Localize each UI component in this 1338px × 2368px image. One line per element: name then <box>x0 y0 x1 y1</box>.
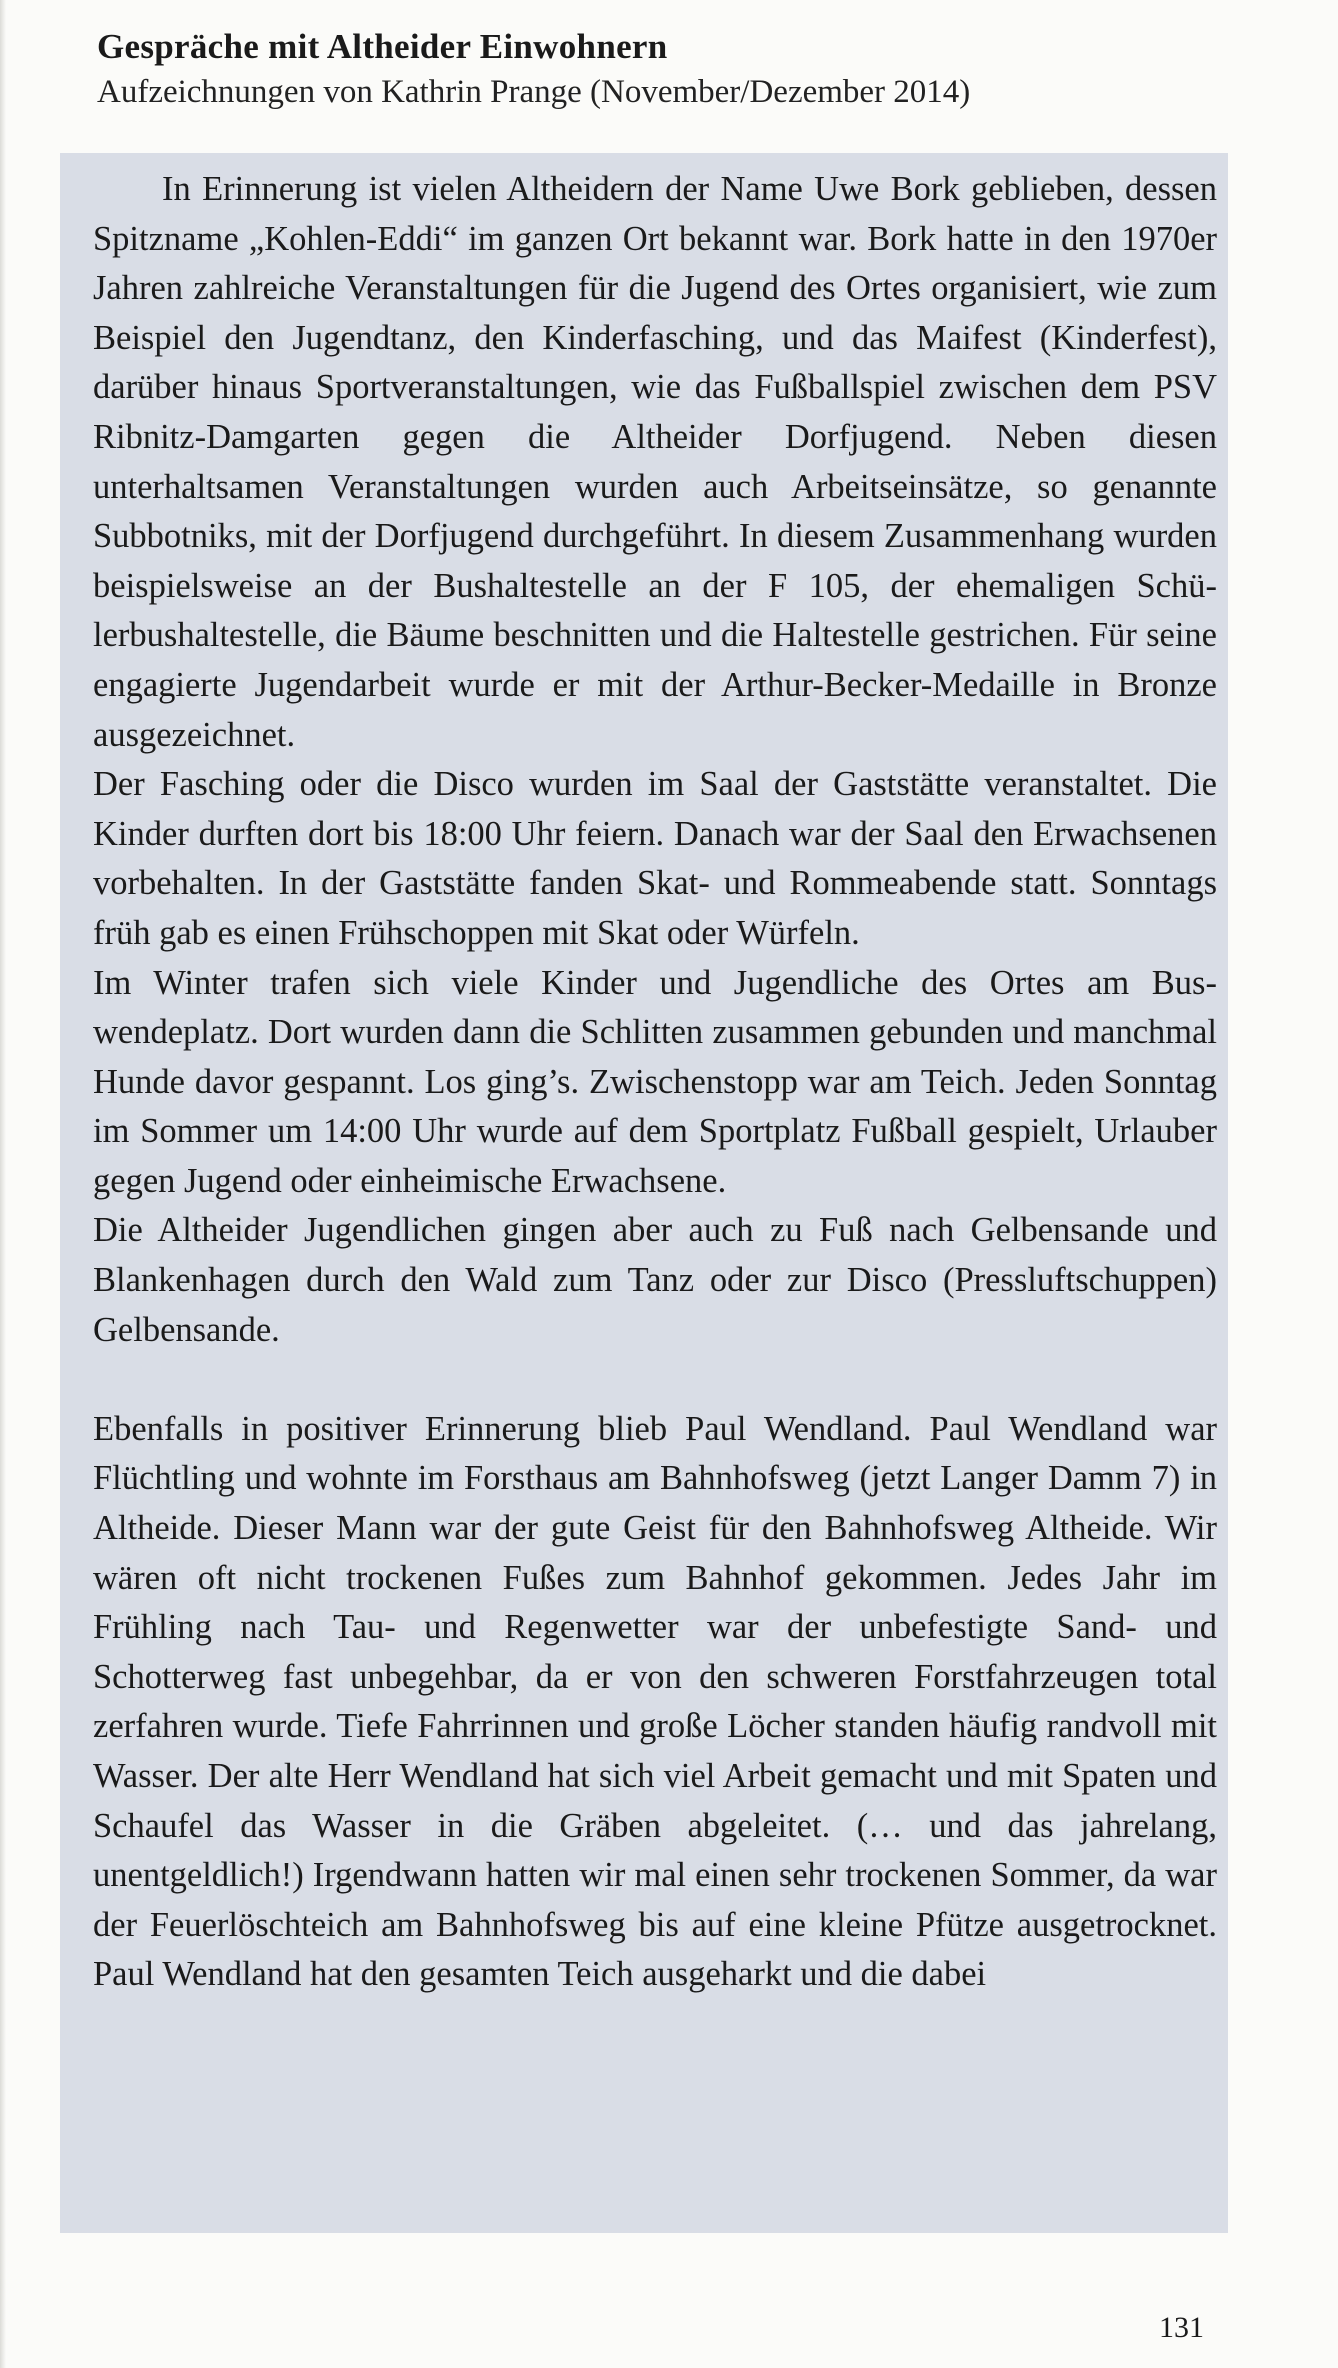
paragraph: Der Fasching oder die Disco wurden im Saal der Gaststätte veranstaltet. Die Kinder durften dort bis 18:00 Uhr feiern. Danach war der Saal den Erwachsenen vorbehalten. In der Gaststätte fanden Skat- und Rommeabende statt. Sonntags früh gab es einen Frühschoppen mit Skat oder Würfeln. <box>93 765 1217 952</box>
paragraph: Die Altheider Jugendlichen gingen aber auch zu Fuß nach Gelbensande und Blankenhagen durch den Wald zum Tanz oder zur Disco (Pressluftschuppen) Gelbensande. <box>93 1211 1217 1349</box>
page-number: 131 <box>1159 2311 1204 2344</box>
page-subtitle: Aufzeichnungen von Kathrin Prange (November/Dezember 2014) <box>97 74 971 110</box>
paragraph-gap <box>93 1355 1217 1405</box>
page-title: Gespräche mit Altheider Einwohnern <box>97 27 668 66</box>
page-edge <box>0 0 6 2368</box>
paragraph: Im Winter trafen sich viele Kinder und Jugendliche des Ortes am Buswendeplatz. Dort wurden dann die Schlitten zusammen gebunden und manchmal Hunde davor gespannt. Los ging’s. Zwischenstopp war am Teich. Jeden Sonntag im Sommer um 14:00 Uhr wurde auf dem Sportplatz Fußball gespielt, Urlauber gegen Jugend oder einheimische Erwachsene. <box>93 963 1217 1200</box>
paragraph: Ebenfalls in positiver Erinnerung blieb Paul Wendland. Paul Wendland war Flüchtling und wohnte im Forsthaus am Bahnhofsweg (jetzt Langer Damm 7) in Altheide. Dieser Mann war der gute Geist für den Bahnhofsweg Altheide. Wir wären oft nicht trockenen Fußes zum Bahnhof gekommen. Jedes Jahr im Frühling nach Tau- und Regenwetter war der unbefestigte Sand- und Schotterweg fast unbegehbar, da er von den schweren Forstfahrzeugen total zerfahren wurde. Tiefe Fahrrinnen und große Löcher standen häufig randvoll mit Wasser. Der alte Herr Wendland hat sich viel Arbeit gemacht und mit Spaten und Schaufel das Wasser in die Gräben abgeleitet. (… und das jahrelang, unentgeldlich!) Irgendwann hatten wir mal einen sehr trockenen Sommer, da war der Feuerlöschteich am Bahnhofsweg bis auf eine kleine Pfütze ausgetrocknet. Paul Wendland hat den gesamten Teich ausgeharkt und die dabei <box>93 1409 1217 1994</box>
paragraph: In Erinnerung ist vielen Altheidern der Name Uwe Bork geblieben, dessen Spitzname „Kohlen-Eddi“ im ganzen Ort bekannt war. Bork hatte in den 1970er Jahren zahlreiche Veranstaltungen für die Jugend des Ortes organisiert, wie zum Beispiel den Jugendtanz, den Kinderfasching, und das Maifest (Kinderfest), darüber hinaus Sportveranstaltungen, wie das Fußballspiel zwischen dem PSV Ribnitz-Damgarten gegen die Altheider Dorfjugend. Neben diesen unterhaltsamen Veranstaltungen wurden auch Arbeitseinsätze, so genannte Subbotniks, mit der Dorfjugend durchgeführt. In diesem Zusammenhang wurden beispielsweise an der Bushaltestelle an der F 105, der ehemaligen Schülerbushaltestelle, die Bäume beschnitten und die Haltestelle gestrichen. Für seine engagierte Jugendarbeit wurde er mit der Arthur-Becker-Medaille in Bronze ausgezeichnet. <box>93 170 1217 754</box>
highlight-box <box>60 153 1228 2233</box>
body-text <box>93 165 1217 2000</box>
page-header <box>97 24 1247 114</box>
